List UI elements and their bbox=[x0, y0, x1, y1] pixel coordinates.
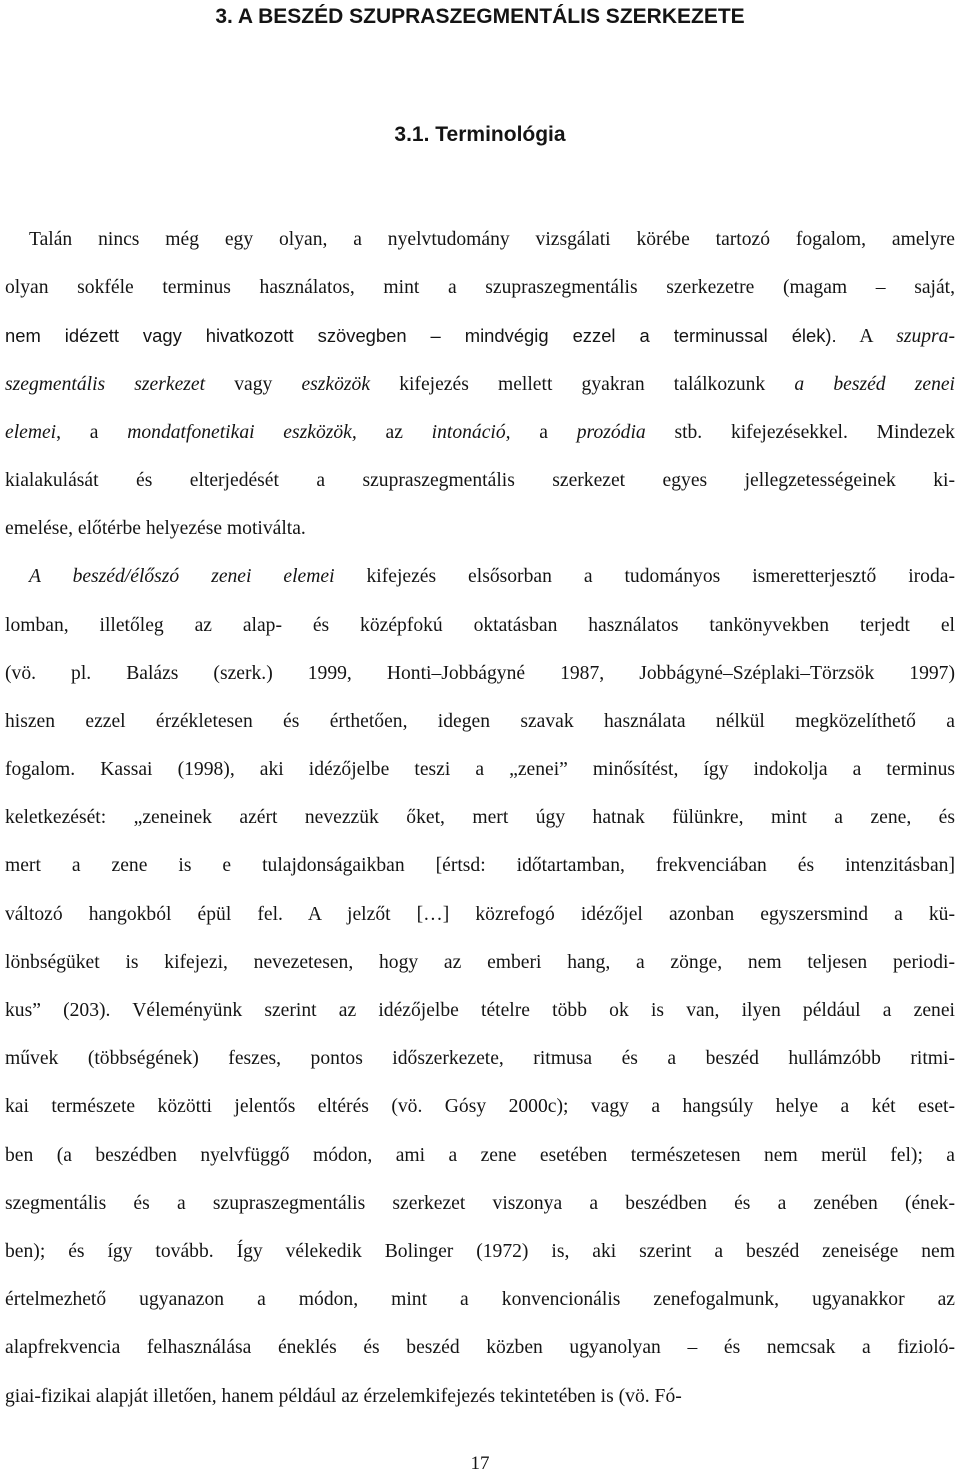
page-number: 17 bbox=[470, 1453, 490, 1474]
paragraph-2-line bbox=[5, 1276, 955, 1324]
section-title: 3.1. Terminológia bbox=[394, 123, 566, 146]
paragraph-2-line bbox=[5, 891, 955, 939]
chapter-title: 3. A BESZÉD SZUPRASZEGMENTÁLIS SZERKEZETE bbox=[215, 5, 745, 28]
text-run: szegmentális és a szupraszegmentális szerkezet viszonya a beszédben és a zenében (ének- bbox=[5, 1192, 955, 1214]
text-run: kai természete közötti jelentős eltérés (vö. Gósy 2000c); vagy a hangsúly helye a két eset- bbox=[5, 1096, 955, 1118]
paragraph-1-line bbox=[5, 216, 955, 264]
text-run: stb. kifejezésekkel. Mindezek bbox=[645, 421, 955, 443]
paragraph-2-line bbox=[5, 1132, 955, 1180]
paragraph-2-line bbox=[5, 842, 955, 890]
italic-term: mondatfonetikai eszközök, bbox=[127, 421, 357, 443]
paragraph-2-line bbox=[5, 1228, 955, 1276]
paragraph-2-line bbox=[5, 939, 955, 987]
paragraph-2-line bbox=[5, 650, 955, 698]
text-run: ben); és így tovább. Így vélekedik Bolinger (1972) is, aki szerint a beszéd zeneisége nem bbox=[5, 1240, 955, 1262]
italic-term: szegmentális szerkezet bbox=[5, 373, 206, 395]
body-text bbox=[5, 216, 955, 1421]
text-run: olyan sokféle terminus használatos, mint a szupraszegmentális szerkezetre (magam – saját, bbox=[5, 277, 955, 299]
text-run: változó hangokból épül fel. A jelzőt […] közrefogó idézőjel azonban egyszersmind a kü- bbox=[5, 903, 955, 925]
italic-term: szupra- bbox=[896, 326, 955, 348]
paragraph-2-line bbox=[5, 553, 955, 601]
text-run: Talán nincs még egy olyan, a nyelvtudomány vizsgálati körébe tartozó fogalom, amelyre bbox=[29, 229, 955, 250]
text-run: lomban, illetőleg az alap- és középfokú oktatásban használatos tankönyvekben terjedt el bbox=[5, 614, 955, 636]
text-run: fogalom. Kassai (1998), aki idézőjelbe teszi a „zenei” minősítést, így indokolja a terminus bbox=[5, 759, 955, 781]
italic-term: a beszéd zenei bbox=[794, 373, 956, 395]
text-run: A bbox=[836, 326, 897, 348]
paragraph-2-line bbox=[5, 1035, 955, 1083]
paragraph-1-line bbox=[5, 409, 955, 457]
text-run: giai-fizikai alapját illetően, hanem például az érzelemkifejezés tekintetében is (vö. Fó- bbox=[5, 1385, 682, 1407]
paragraph-2-line bbox=[5, 1180, 955, 1228]
italic-term: A beszéd/élőszó zenei elemei bbox=[29, 566, 335, 588]
text-run: kifejezés mellett gyakran találkozunk bbox=[370, 373, 795, 395]
text-run: emelése, előtérbe helyezése motiválta. bbox=[5, 518, 306, 540]
text-run: művek (többségének) feszes, pontos időszerkezete, ritmusa és a beszéd hullámzóbb ritmi- bbox=[5, 1048, 955, 1070]
text-run: értelmezhető ugyanazon a módon, mint a konvencionális zenefogalmunk, ugyanakkor az bbox=[5, 1289, 955, 1311]
text-run: kialakulását és elterjedését a szupraszegmentális szerkezet egyes jellegzetességeinek ki- bbox=[5, 469, 955, 491]
paragraph-1-line bbox=[5, 457, 955, 505]
text-run: az bbox=[356, 421, 432, 443]
paragraph-2-line bbox=[5, 1373, 955, 1421]
text-run: mert a zene is e tulajdonságaikban [értsd: időtartamban, frekvenciában és intenzitásban] bbox=[5, 855, 955, 877]
text-run: nem idézett vagy hivatkozott szövegben – mindvégig ezzel a terminussal élek). bbox=[5, 325, 837, 347]
italic-term: intonáció, bbox=[431, 421, 511, 443]
paragraph-2-line bbox=[5, 1324, 955, 1372]
text-run: ben (a beszédben nyelvfüggő módon, ami a zene esetében természetesen nem merül fel); a bbox=[5, 1144, 955, 1166]
paragraph-2-line bbox=[5, 746, 955, 794]
text-run: hiszen ezzel érzékletesen és érthetően, idegen szavak használata nélkül megközelíthető a bbox=[5, 710, 955, 732]
text-run: , a bbox=[56, 421, 128, 443]
paragraph-2-line bbox=[5, 602, 955, 650]
text-run: vagy bbox=[205, 373, 302, 395]
text-run: alapfrekvencia felhasználása éneklés és beszéd közben ugyanolyan – és nemcsak a fizioló- bbox=[5, 1337, 955, 1359]
italic-term: elemei bbox=[5, 421, 57, 443]
text-run: a bbox=[510, 421, 577, 443]
paragraph-1-line bbox=[5, 505, 955, 553]
paragraph-2-line bbox=[5, 987, 955, 1035]
paragraph-2-line bbox=[5, 1083, 955, 1131]
italic-term: prozódia bbox=[576, 421, 646, 443]
text-run: keletkezését: „zeneinek azért nevezzük őket, mert úgy hatnak fülünkre, mint a zene, és bbox=[5, 807, 955, 829]
text-run: lönbségüket is kifejezi, nevezetesen, hogy az emberi hang, a zönge, nem teljesen periodi- bbox=[5, 951, 955, 973]
text-run: (vö. pl. Balázs (szerk.) 1999, Honti–Jobbágyné 1987, Jobbágyné–Széplaki–Törzsök 1997) bbox=[5, 662, 955, 684]
paragraph-2-line bbox=[5, 794, 955, 842]
text-run: kifejezés elsősorban a tudományos ismeretterjesztő iroda- bbox=[334, 566, 955, 588]
paragraph-1-line bbox=[5, 312, 955, 360]
paragraph-1-line bbox=[5, 264, 955, 312]
paragraph-2-line bbox=[5, 698, 955, 746]
paragraph-1-line bbox=[5, 361, 955, 409]
text-run: kus” (203). Véleményünk szerint az idézőjelbe tételre több ok is van, ilyen például a zenei bbox=[5, 1000, 955, 1021]
italic-term: eszközök bbox=[301, 373, 371, 395]
